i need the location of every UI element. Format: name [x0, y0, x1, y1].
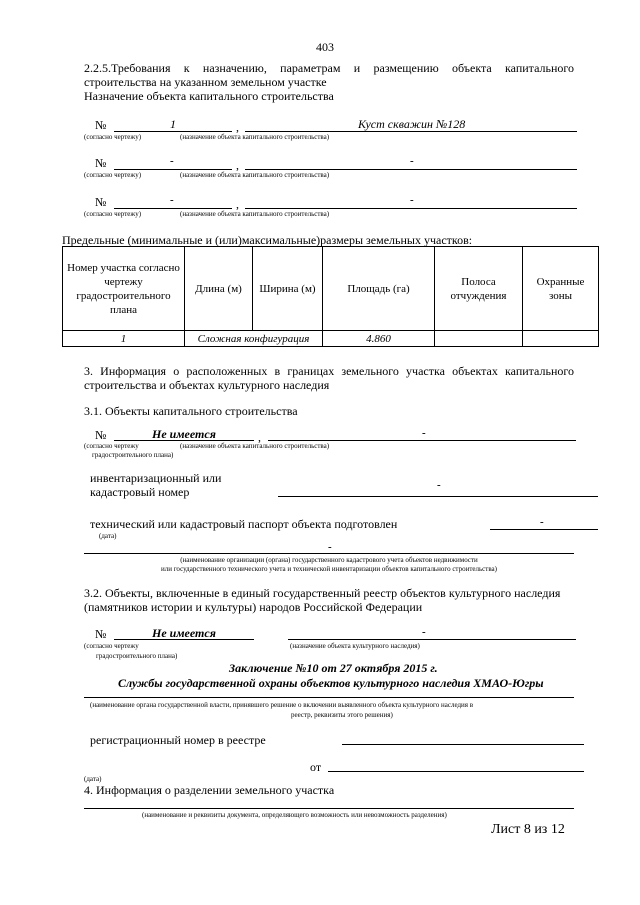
section-32-heading-line1: 3.2. Объекты, включенные в единый государственный реестр объектов культурного наследия — [84, 586, 561, 600]
passport-date-value: - — [540, 516, 544, 528]
row1-caption-left: (согласно чертежу) — [84, 133, 142, 141]
organization-line — [84, 553, 574, 554]
registry-number-label: регистрационный номер в реестре — [90, 733, 266, 747]
s31-number-value: Не имеется — [152, 427, 216, 441]
inventory-label-line2: кадастровый номер — [90, 485, 190, 499]
header-exclusion-strip: Полоса отчуждения — [435, 247, 523, 331]
passport-date-line — [490, 529, 598, 530]
authority-caption-line2: реестр, реквизиты этого решения) — [291, 711, 393, 719]
row2-caption-left: (согласно чертежу) — [84, 171, 142, 179]
row1-comma: , — [236, 120, 239, 134]
section-225-heading-line1: 2.2.5.Требования к назначению, параметрам и размещению объекта капитального — [84, 61, 574, 75]
section-225-subheading: Назначение объекта капитального строительства — [84, 89, 334, 103]
s32-caption-left2: градостроительного плана) — [96, 652, 178, 660]
row2-caption-right: (назначение объекта капитального строительства) — [180, 171, 330, 179]
inventory-line — [278, 496, 598, 497]
s31-caption-left1: (согласно чертежу — [84, 442, 139, 450]
passport-date-caption: (дата) — [99, 532, 117, 540]
sheet-number: Лист 8 из 12 — [491, 822, 565, 837]
row3-comma: , — [236, 197, 239, 211]
section-4-heading: 4. Информация о разделении земельного участка — [84, 783, 335, 797]
header-plot-number: Номер участка согласно чертежу градостроительного плана — [63, 247, 185, 331]
row1-name-value: Куст скважин №128 — [358, 117, 466, 131]
inventory-value: - — [437, 479, 441, 491]
authority-line — [84, 697, 574, 698]
organization-caption-line2: или государственного технического учета и технической инвентаризации объектов капитального строительства) — [160, 565, 497, 573]
header-length: Длина (м) — [185, 247, 253, 331]
organization-caption-line1: (наименование организации (органа) государственного кадастрового учета объектов недвижимости — [180, 556, 478, 564]
s31-caption-left2: градостроительного плана) — [92, 451, 174, 459]
cell-protected-zones — [523, 331, 599, 347]
inventory-label-line1: инвентаризационный или — [90, 471, 222, 485]
row3-caption-right: (назначение объекта капитального строительства) — [180, 210, 330, 218]
row2-number-value: - — [170, 155, 174, 167]
row3-number-line — [114, 208, 232, 209]
cell-plot-number: 1 — [63, 331, 185, 347]
cell-configuration: Сложная конфигурация — [185, 331, 323, 347]
s31-name-value: - — [422, 427, 426, 439]
row2-comma: , — [236, 158, 239, 172]
row2-number-sign: № — [95, 156, 107, 170]
organization-value: - — [328, 541, 332, 553]
s31-name-line — [268, 440, 576, 441]
row3-number-value: - — [170, 194, 174, 206]
row1-name-line — [245, 131, 577, 132]
row1-number-line — [114, 131, 232, 132]
s31-caption-right: (назначение объекта капитального строительства) — [180, 442, 330, 450]
row3-number-sign: № — [95, 195, 107, 209]
row2-name-value: - — [410, 155, 414, 167]
conclusion-line1: Заключение №10 от 27 октября 2015 г. — [229, 661, 438, 675]
s32-caption-right: (назначение объекта культурного наследия) — [290, 642, 420, 650]
header-area: Площадь (га) — [323, 247, 435, 331]
s32-name-line — [288, 639, 576, 640]
registry-number-line — [342, 744, 584, 745]
section-4-caption: (наименование и реквизиты документа, определяющего возможность или невозможность разделения) — [142, 811, 447, 819]
section-3-heading-line2: строительства и объектах культурного наследия — [84, 378, 330, 392]
s32-caption-left1: (согласно чертежу — [84, 642, 139, 650]
registry-date-line — [328, 771, 584, 772]
s31-number-sign: № — [95, 428, 107, 442]
row1-caption-right: (назначение объекта капитального строительства) — [180, 133, 330, 141]
s32-number-value: Не имеется — [152, 626, 216, 640]
row1-number-value: 1 — [170, 117, 176, 131]
limits-header-row — [63, 247, 599, 331]
row3-name-value: - — [410, 194, 414, 206]
section-4-line — [84, 808, 574, 809]
passport-label: технический или кадастровый паспорт объекта подготовлен — [90, 517, 398, 531]
section-31-heading: 3.1. Объекты капитального строительства — [84, 404, 298, 418]
row3-name-line — [245, 208, 577, 209]
section-3-heading-line1: 3. Информация о расположенных в границах земельного участка объектах капитального — [84, 364, 574, 378]
cell-exclusion-strip — [435, 331, 523, 347]
section-32-heading-line2: (памятников истории и культуры) народов Российской Федерации — [84, 600, 423, 614]
conclusion-line2: Службы государственной охраны объектов культурного наследия ХМАО-Югры — [118, 676, 544, 690]
limits-data-row — [63, 331, 599, 347]
header-protected-zones: Охранные зоны — [523, 247, 599, 331]
s32-number-sign: № — [95, 627, 107, 641]
header-width: Ширина (м) — [253, 247, 323, 331]
row2-name-line — [245, 169, 577, 170]
registry-date-from-label: от — [310, 760, 322, 774]
row1-number-sign: № — [95, 118, 107, 132]
registry-date-caption: (дата) — [84, 775, 102, 783]
row2-number-line — [114, 169, 232, 170]
section-225-heading-line2: строительства на указанном земельном участке — [84, 75, 327, 89]
s32-name-value: - — [422, 626, 426, 638]
limits-title: Предельные (минимальные и (или)максимальные)размеры земельных участков: — [62, 233, 473, 247]
limits-table — [62, 246, 599, 347]
authority-caption-line1: (наименование органа государственной власти, принявшего решение о включении выявленного объекта культурного наследия в — [90, 701, 474, 709]
cell-area: 4.860 — [323, 331, 435, 347]
s31-comma: , — [258, 430, 261, 444]
page-number: 403 — [316, 40, 334, 54]
row3-caption-left: (согласно чертежу) — [84, 210, 142, 218]
